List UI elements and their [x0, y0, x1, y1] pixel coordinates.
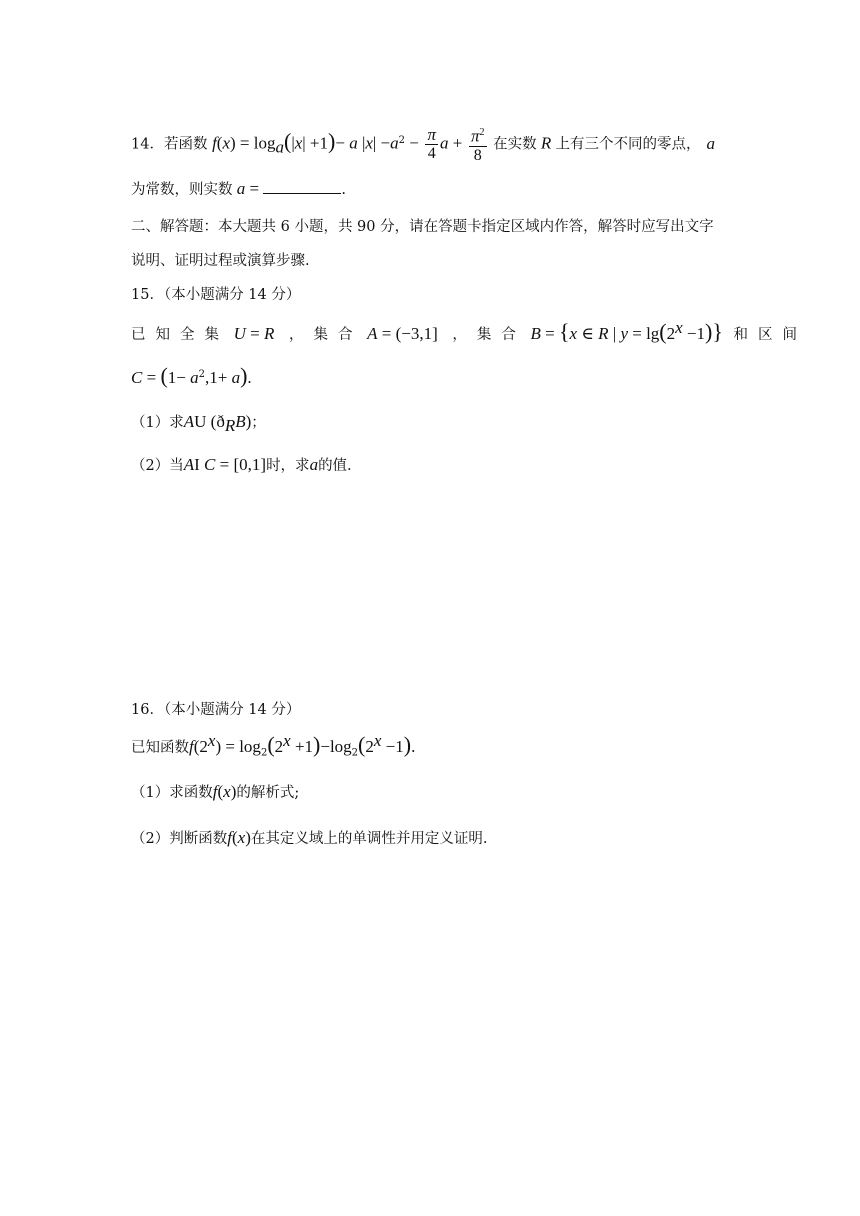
q16-part2: （2）判断函数f(x)在其定义域上的单调性并用定义证明. [131, 828, 488, 847]
q14-frac-pi4: $\frac{\pi}{4}$ [427, 125, 437, 163]
q16-intro: 已知函数$f(2^x) = \log_2(2^x +1)-\log_2(2^x -1)$. [131, 731, 416, 759]
q14-tail2: 上有三个不同的零点， [555, 136, 701, 153]
q16-header: 16．（本小题满分 14 分） [131, 702, 301, 718]
q14-line1: 14．若函数 $f(x) = \log_a(|x| +1)- a$ $|x| -a^2$ − $\frac{\pi}{4}$ a + $\frac{\pi^2}{8}$ 在实数 R 上有三个不同的零点， a [131, 125, 715, 165]
q16-part1: （1）求函数f(x)的解析式; [131, 782, 300, 801]
q15-line1: 已知全集 U = R ，集合 A = (−3,1] ，集合 B = {x ∈ R | $y = \lg(2^x -1)$} 和区间 [131, 318, 808, 344]
answer-blank[interactable] [263, 179, 341, 194]
q15-part2: （2）当AI C = [0,1]时，求a的值. [131, 455, 352, 474]
q15-line2: $C = (1- a^2,1+ a)$. [131, 363, 252, 388]
q14-line2: 为常数，则实数 a = . [131, 179, 346, 198]
q14-line2-text: 为常数，则实数 [131, 182, 233, 198]
section2-line1: 二、解答题：本大题共 6 小题，共 90 分，请在答题卡指定区域内作答，解答时应写出文字 [131, 219, 714, 235]
q14-frac-pi2-8: $\frac{\pi^2}{8}$ [469, 124, 487, 165]
q15-header: 15．（本小题满分 14 分） [131, 287, 301, 303]
section2-line2: 说明、证明过程或演算步骤. [131, 253, 310, 269]
q14-tail: 在实数 [493, 136, 537, 153]
q14-label: 14．若函数 [131, 136, 208, 153]
q15-part1: （1）求AU $(ð_RB)$； [131, 412, 266, 435]
q14-formula: f [212, 133, 217, 153]
